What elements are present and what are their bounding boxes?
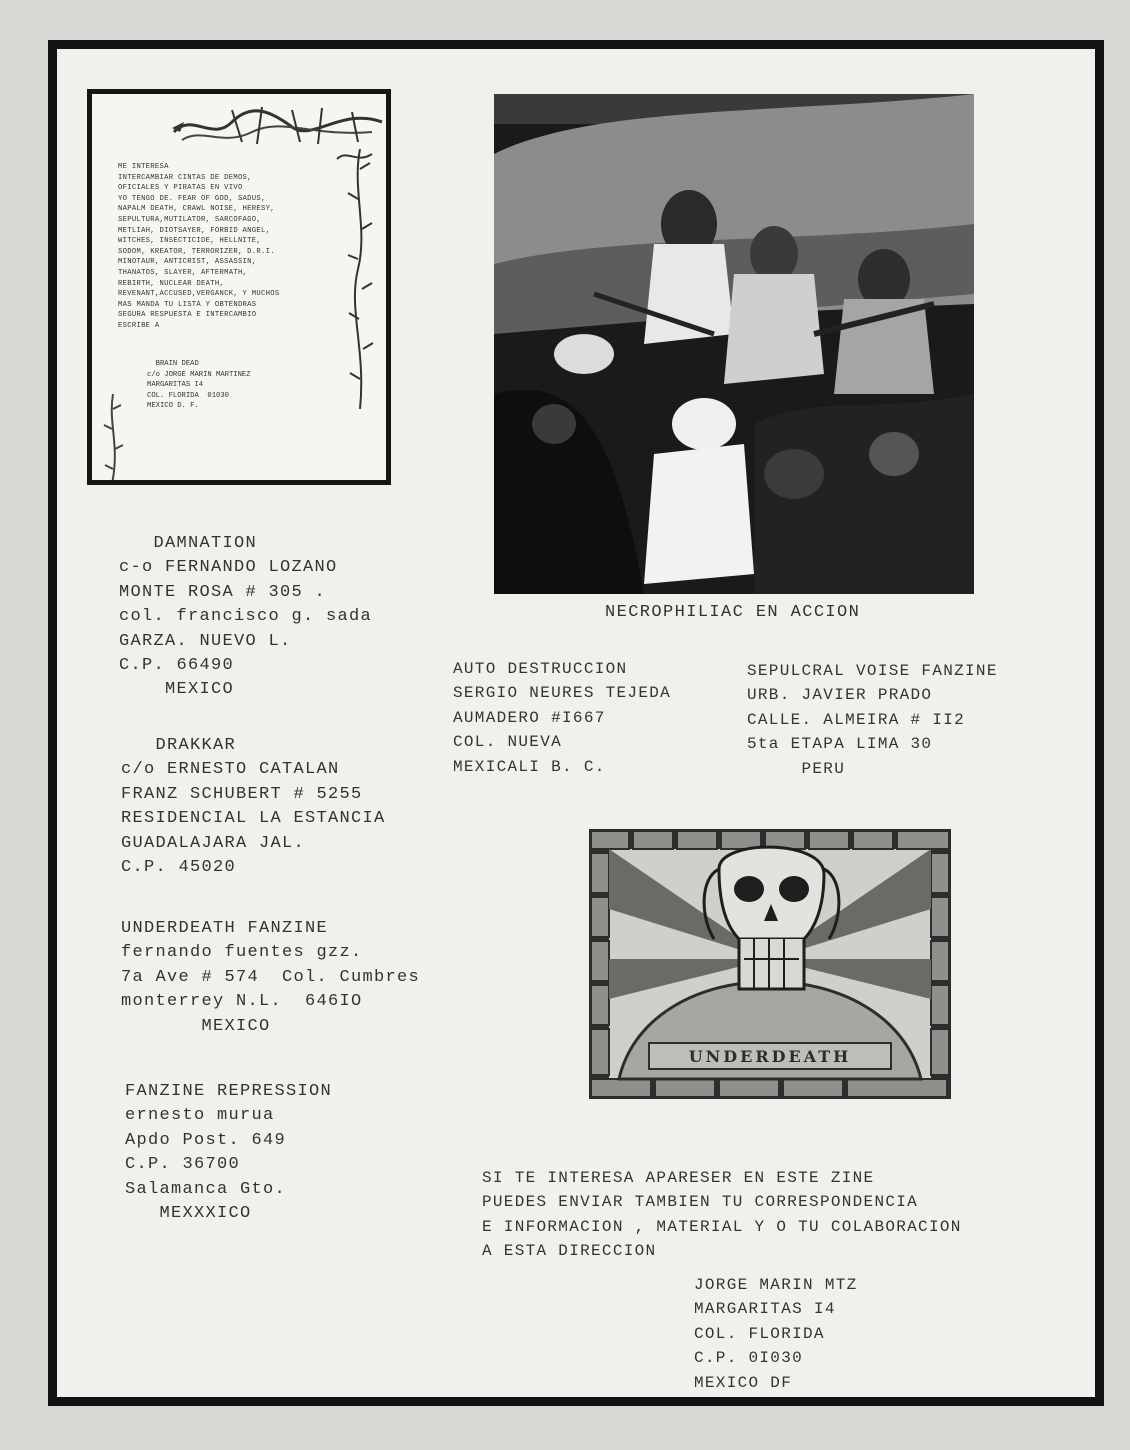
flyer-line: ME INTERESA (118, 163, 169, 171)
page-frame (48, 40, 1104, 1406)
flyer-address-line: COL. FLORIDA 01030 (147, 391, 229, 400)
contact-line: MEXICO DF (694, 1373, 793, 1392)
flyer-line: WITCHES, INSECTICIDE, HELLNITE, (118, 237, 262, 246)
flyer-line: REBIRTH, NUCLEAR DEATH, (118, 279, 225, 288)
address-line: C.P. 36700 (125, 1155, 241, 1175)
address-line: UNDERDEATH FANZINE (121, 919, 329, 938)
address-line: ernesto murua (125, 1106, 275, 1126)
photo-caption: NECROPHILIAC EN ACCION (605, 603, 861, 622)
message-line: SI TE INTERESA APARESER EN ESTE ZINE (482, 1169, 875, 1187)
woodcut-lettering: UNDERDEATH (688, 1047, 852, 1066)
address-line: SEPULCRAL VOISE FANZINE (747, 662, 998, 680)
drakkar-address (121, 734, 386, 880)
skull-woodcut-illustration (589, 829, 951, 1099)
repression-address (125, 1080, 332, 1226)
address-line: C.P. 45020 (121, 858, 237, 878)
address-line: COL. NUEVA (453, 733, 563, 752)
flyer-line: NAPALM DEATH, CRAWL NOISE, HERESY, (118, 205, 275, 214)
submission-message (482, 1166, 962, 1264)
flyer-line: INTERCAMBIAR CINTAS DE DEMOS, (118, 173, 252, 182)
contact-line: MARGARITAS I4 (694, 1300, 836, 1319)
address-line: c-o FERNANDO LOZANO (119, 558, 338, 578)
address-line: GARZA. NUEVO L. (119, 631, 292, 651)
flyer-line: THANATOS, SLAYER, AFTERMATH, (118, 268, 248, 277)
address-line: 7a Ave # 574 Col. Cumbres (121, 967, 421, 987)
vine-ornament (332, 149, 382, 409)
band-logo-graphic (172, 102, 386, 152)
address-line: AUTO DESTRUCCION (453, 660, 628, 678)
address-line: c/o ERNESTO CATALAN (121, 760, 340, 780)
address-line: MEXICALI B. C. (453, 757, 606, 776)
address-line: FANZINE REPRESSION (125, 1082, 333, 1101)
address-line: FRANZ SCHUBERT # 5255 (121, 784, 363, 804)
contact-line: COL. FLORIDA (694, 1324, 825, 1343)
address-line: Salamanca Gto. (125, 1179, 287, 1199)
flyer-line: METLIAH, DIOTSAYER, FORBID ANGEL, (118, 226, 271, 235)
flyer-address-line: MEXICO D. F. (147, 402, 199, 411)
concert-photo (494, 94, 974, 594)
flyer-text (118, 162, 333, 332)
address-line: fernando fuentes gzz. (121, 943, 363, 963)
flyer-line: ESCRIBE A (118, 321, 160, 330)
flyer-line: OFICIALES Y PIRATAS EN VIVO (118, 184, 243, 193)
sepulcral-address (747, 659, 998, 781)
address-line: C.P. 66490 (119, 656, 235, 676)
address-line: MEXXXICO (125, 1204, 252, 1224)
address-line: col. francisco g. sada (119, 607, 373, 627)
message-line: A ESTA DIRECCION (482, 1242, 657, 1261)
address-line: CALLE. ALMEIRA # II2 (747, 710, 966, 729)
address-line: Apdo Post. 649 (125, 1130, 287, 1150)
address-line: PERU (747, 759, 846, 778)
vine-ornament-bottom (98, 394, 138, 484)
flyer-line: MAS MANDA TU LISTA Y OBTENDRAS (118, 300, 257, 309)
flyer-address-line: MARGARITAS I4 (147, 381, 204, 390)
underdeath-address (121, 917, 420, 1039)
flyer-address-line: BRAIN DEAD (147, 360, 199, 368)
message-line: PUEDES ENVIAR TAMBIEN TU CORRESPONDENCIA (482, 1193, 919, 1212)
address-line: DAMNATION (119, 534, 258, 553)
flyer-line: REVENANT,ACCUSED,VERGANCK, Y MUCHOS (118, 290, 280, 299)
address-line: monterrey N.L. 646IO (121, 992, 363, 1012)
address-line: 5ta ETAPA LIMA 30 (747, 735, 933, 754)
address-line: MONTE ROSA # 305 . (119, 582, 327, 602)
message-line: E INFORMACION , MATERIAL Y O TU COLABORACION (482, 1217, 962, 1236)
address-line: SERGIO NEURES TEJEDA (453, 684, 672, 703)
address-line: GUADALAJARA JAL. (121, 833, 306, 853)
flyer-line: YO TENGO DE. FEAR OF GOD, SADUS, (118, 194, 266, 203)
flyer-line: MINOTAUR, ANTICRIST, ASSASSIN, (118, 258, 257, 267)
address-line: RESIDENCIAL LA ESTANCIA (121, 809, 386, 829)
address-line: MEXICO (121, 1016, 271, 1036)
address-line: DRAKKAR (121, 736, 237, 755)
concert-photo-image (494, 94, 974, 594)
address-line: URB. JAVIER PRADO (747, 686, 933, 705)
flyer-address (147, 359, 251, 412)
damnation-address (119, 532, 372, 703)
flyer-line: SEGURA RESPUESTA E INTERCAMBIO (118, 311, 257, 320)
flyer-address-line: c/o JORGE MARIN MARTINEZ (147, 370, 251, 379)
contact-line: JORGE MARIN MTZ (694, 1276, 858, 1294)
address-line: MEXICO (119, 680, 235, 700)
address-line: AUMADERO #I667 (453, 708, 606, 727)
contact-address (694, 1273, 858, 1395)
flyer-line: SODOM, KREATOR, TERRORIZER, D.R.I. (118, 247, 275, 256)
flyer-line: SEPULTURA,MUTILATOR, SARCOFAGO, (118, 215, 262, 224)
contact-line: C.P. 0I030 (694, 1349, 804, 1368)
brain-dead-flyer (87, 89, 391, 485)
auto-destruccion-address (453, 657, 671, 779)
